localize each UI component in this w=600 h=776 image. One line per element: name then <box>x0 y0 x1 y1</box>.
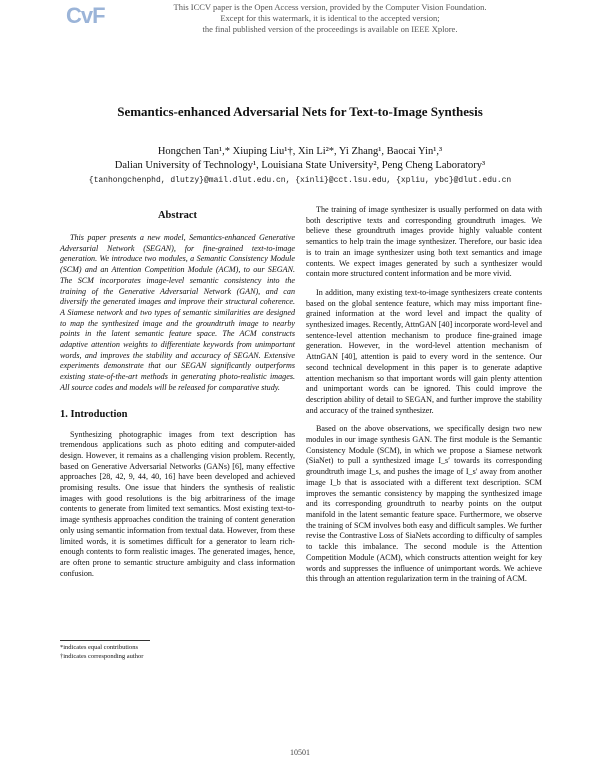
page-number: 10501 <box>290 748 310 757</box>
intro-paragraph-1: Synthesizing photographic images from text description has tremendous applications such as photo editing and computer-aided design. However, it remains as a challenging vision problem. Recently, based on Generative Adversarial Networks (GANs) [6], many effective approaches [28, 42, 9, 44, 40, 16] have been developed and achieved promising results. One issue that hinders the synthesis of realistic images with good resolutions is the big arbitrariness of the image contents to generate from limited text semantics. Most existing text-to-image synthesis approaches condition the training of content generation only using semantic information from textual data. However, from these limited words, it is sometimes difficult for a generator to learn rich-enough contents to form realistic images. The generated images, hence, are often prone to semantic structure ambiguity and class information confusion. <box>60 429 295 578</box>
footnote-corresponding-author: †indicates corresponding author <box>60 653 144 660</box>
footnotes <box>60 643 295 661</box>
introduction-heading: 1. Introduction <box>60 408 128 420</box>
right-column <box>306 205 542 593</box>
intro-paragraph-2: The training of image synthesizer is usually performed on data with both descriptive texts and corresponding groundtruth images. We believe these groundtruth images provide highly valuable content semantics to help train the image synthesizer. Therefore, our basic idea is to train an image synthesizer using both text semantics and image contents. We expect images generated by such a synthesizer would contain more structured content information and be more vivid. <box>306 205 542 279</box>
footnote-equal-contribution: *indicates equal contributions <box>60 644 138 651</box>
footnote-divider <box>60 640 150 641</box>
watermark-line-2: Except for this watermark, it is identical to the accepted version; <box>220 13 440 23</box>
watermark-line-1: This ICCV paper is the Open Access version, provided by the Computer Vision Foundation. <box>173 2 487 12</box>
affiliations: Dalian University of Technology¹, Louisiana State University², Peng Cheng Laboratory³ <box>114 160 486 171</box>
abstract-text: This paper presents a new model, Semantics-enhanced Generative Adversarial Network (SEGAN), for fine-grained text-to-image generation. We introduce two modules, a Semantic Consistency Module (SCM) and an Attention Competition Module (ACM), to our SEGAN. The SCM incorporates image-level semantic consistency into the training of the Generative Adversarial Network (GAN), and can diversify the generated images and improve their structural coherence. A Siamese network and two types of semantic similarities are designed to map the synthesized image and the groundtruth image to nearby points in the latent semantic feature space. The ACM constructs adaptive attention weights to differentiate keywords from unimportant words, and improves the stability and accuracy of SEGAN. Extensive experiments demonstrate that our SEGAN significantly outperforms existing state-of-the-art methods in generating photo-realistic images. All source codes and models will be released for comparative study. <box>60 233 295 392</box>
cvf-logo: CvF <box>66 3 105 28</box>
watermark-line-3: the final published version of the proceedings is available on IEEE Xplore. <box>202 24 458 34</box>
left-column <box>60 205 295 587</box>
abstract-heading: Abstract <box>157 210 198 221</box>
intro-paragraph-4: Based on the above observations, we specifically design two new modules in our image synthesis GAN. The first module is the Semantic Consistency Module (SCM), in which we propose a Siamese network (SiaNet) to pull a synthesized image I_s′ towards its corresponding groundtruth image I_s, and pushes the image of I_s′ away from another image I_b that is associated with a different text description. SCM improves the semantic consistency by mapping the synthesized image and its corresponding groundtruth to nearby points on the output manifold in the latent semantic feature space. Furthermore, we observe the training of SCM involves both easy and difficult samples. We further revise the Contrastive Loss of SiaNets according to difficulty of samples to tackle this imbalance. The second module is the Attention Competition Module (ACM), which constructs attention weight for key words and suppresses the influence of unimportant words. We achieve this through an attention regularization term in the training of ACM. <box>306 424 542 584</box>
open-access-watermark <box>110 2 550 35</box>
author-emails: {tanhongchenphd, dlutzy}@mail.dlut.edu.cn, {xinli}@cct.lsu.edu, {xpliu, ybc}@dlut.edu.cn <box>88 176 512 185</box>
paper-title: Semantics-enhanced Adversarial Nets for Text-to-Image Synthesis <box>117 104 483 119</box>
author-list: Hongchen Tan¹,* Xiuping Liu¹†, Xin Li²*, Yi Zhang¹, Baocai Yin¹,³ <box>157 146 443 157</box>
intro-paragraph-3: In addition, many existing text-to-image synthesizers create contents based on the global sentence feature, which may miss important fine-grained information at the word level and impact the quality of synthesized images. Recently, AttnGAN [40] incorporate word-level and sentence-level attention mechanism to produce fine-grained image generation. However, in the word-level attention mechanism of AttnGAN [40], attention is paid to every word in the sentence. Our second technical development in this paper is to generate adaptive attention mechanism so that important words will gain plenty attention and unimportant words can be ignored. This could improve the description ability of detail to SEGAN, and further improve the stability and accuracy of the trained synthesizer. <box>306 287 542 415</box>
